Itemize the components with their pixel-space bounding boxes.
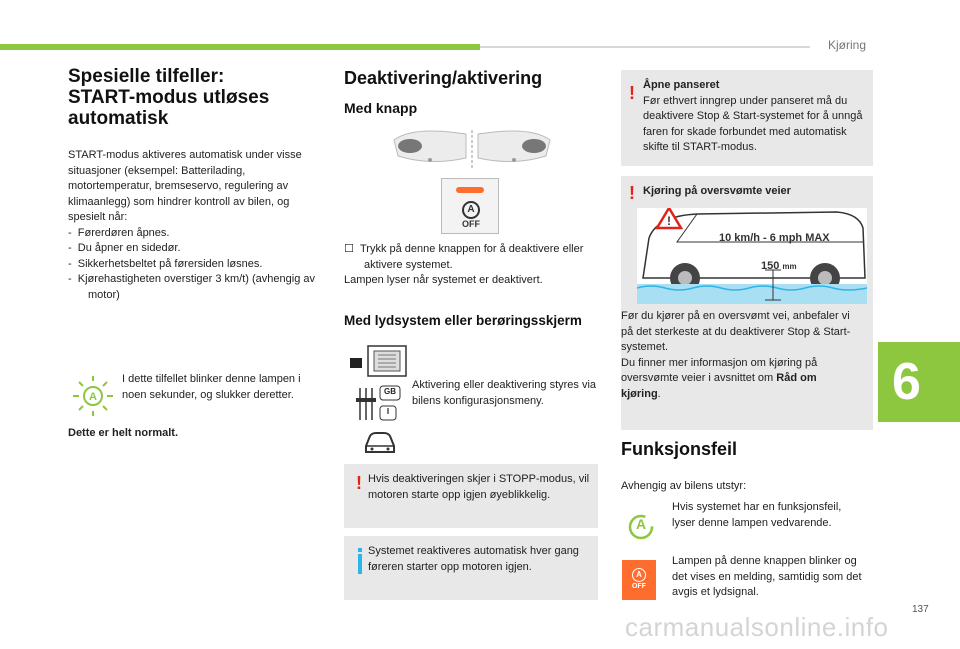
off-label: OFF (632, 583, 646, 590)
title-line: Spesielle tilfeller: (68, 66, 225, 87)
button-led-indicator (456, 187, 484, 193)
driving-advice-link[interactable]: Råd om kjøring (621, 372, 817, 400)
info-icon (358, 554, 362, 574)
flood-text-block (621, 309, 859, 402)
svg-text:!: ! (667, 214, 671, 228)
heading-audio-touchscreen: Med lydsystem eller berøringsskjerm (344, 313, 582, 328)
section-title-malfunction: Funksjonsfeil (621, 439, 738, 459)
flooded-road-illustration (637, 208, 867, 304)
section-title-special-cases (68, 66, 318, 129)
watermark: carmanualsonline.info (625, 612, 889, 642)
list-item: - Sikkerhetsbeltet på førersiden løsnes. (68, 257, 263, 270)
flood-reference-prefix: Du finner mer informasjon om kjøring på oversvømte veier i avsnittet om (621, 356, 818, 384)
off-button-blinking-icon (622, 560, 656, 600)
list-item: - Du åpner en sidedør. (68, 242, 181, 254)
special-cases-body (68, 148, 320, 303)
chapter-title: Kjøring (828, 38, 867, 52)
title-line: automatisk (68, 108, 169, 129)
header-rule (480, 46, 810, 48)
fault-text-button: Lampen på denne knappen blinker og det vises en melding, samtidig som det avgis et lydsignal. (672, 555, 862, 598)
info-box-reactivation (344, 536, 598, 600)
steering-wheel-illustration (390, 126, 554, 170)
list-item: - Førerdøren åpnes. (68, 226, 170, 239)
touchscreen-icon (348, 344, 410, 382)
heading-with-button: Med knapp (344, 100, 418, 116)
config-menu-text: Aktivering eller deaktivering styres via bilens konfigurasjonsmeny. (412, 379, 597, 407)
a-letter: A (462, 201, 480, 219)
fault-lamp-letter: A (635, 516, 647, 532)
warning-icon: ! (629, 83, 635, 103)
bonnet-warning (643, 78, 867, 156)
intro-paragraph: START-modus aktiveres automatisk under visse situasjoner (eksempel: Batterilading, motortemperatur, bremseservo, regulering av klimaanlegg) som hindrer kontroll av bilen, og spesielt når: (68, 149, 302, 223)
button-instructions (344, 242, 594, 289)
title-line: START-modus utløses (68, 87, 270, 108)
warning-box-stop-mode (344, 464, 598, 528)
press-button-text: ☐ Trykk på denne knappen for å deaktivere eller aktivere systemet. (344, 243, 584, 271)
lamp-on-text: Lampen lyser når systemet er deaktivert. (344, 274, 543, 286)
start-mode-blinking-lamp-icon (70, 372, 116, 418)
chapter-tab: 6 (878, 342, 960, 422)
flood-advice: Før du kjører på en oversvømt vei, anbefaler vi på det sterkeste at du deaktiverer Stop & Start-systemet. (621, 310, 851, 353)
warning-icon: ! (356, 473, 362, 493)
a-off-icon (459, 201, 483, 231)
bonnet-text: Før ethvert inngrep under panseret må du deaktivere Stop & Start-systemet for å unngå faren for skade forbundet med automatisk skifte til START-modus. (643, 94, 863, 153)
bonnet-title: Åpne panseret (643, 79, 720, 91)
flood-title: Kjøring på oversvømte veier (643, 185, 791, 197)
section-title-deactivation: Deaktivering/aktivering (344, 68, 543, 88)
flood-reference (621, 356, 859, 403)
chapter-progress-bar (0, 44, 480, 50)
warning-box-bonnet (621, 70, 873, 166)
off-label: OFF (462, 219, 480, 229)
normal-note: Dette er helt normalt. (68, 427, 179, 439)
list-item: - Kjørehastigheten overstiger 3 km/t) (avhengig av motor) (68, 273, 316, 301)
fault-text-lamp: Hvis systemet har en funksjonsfeil, lyser denne lampen vedvarende. (672, 501, 842, 529)
page-number: 137 (912, 604, 929, 615)
flood-reference-suffix: . (657, 387, 661, 400)
warning-stop-text: Hvis deaktiveringen skjer i STOPP-modus, vil motoren starte opp igjen øyeblikkelig. (368, 473, 590, 501)
a-letter: A (632, 568, 646, 582)
stop-start-button[interactable] (441, 178, 499, 234)
warning-icon: ! (629, 183, 635, 203)
water-depth-label (761, 260, 797, 272)
depth-unit: mm (782, 262, 797, 271)
info-reactivate-text: Systemet reaktiveres automatisk hver gang føreren starter opp motoren igjen. (368, 545, 579, 573)
lamp-blink-text: I dette tilfellet blinker denne lampen i noen sekunder, og slukker deretter. (122, 373, 301, 401)
speed-limit-label: 10 km/h - 6 mph MAX (719, 232, 830, 244)
warning-box-flooded-roads (621, 176, 873, 430)
i-label: I (386, 407, 390, 416)
depends-on-equipment: Avhengig av bilens utstyr: (621, 480, 747, 492)
svg-text:A: A (89, 391, 97, 403)
depth-value: 150 (761, 260, 780, 272)
gb-label: GB (384, 387, 396, 396)
car-config-icon (362, 430, 398, 456)
